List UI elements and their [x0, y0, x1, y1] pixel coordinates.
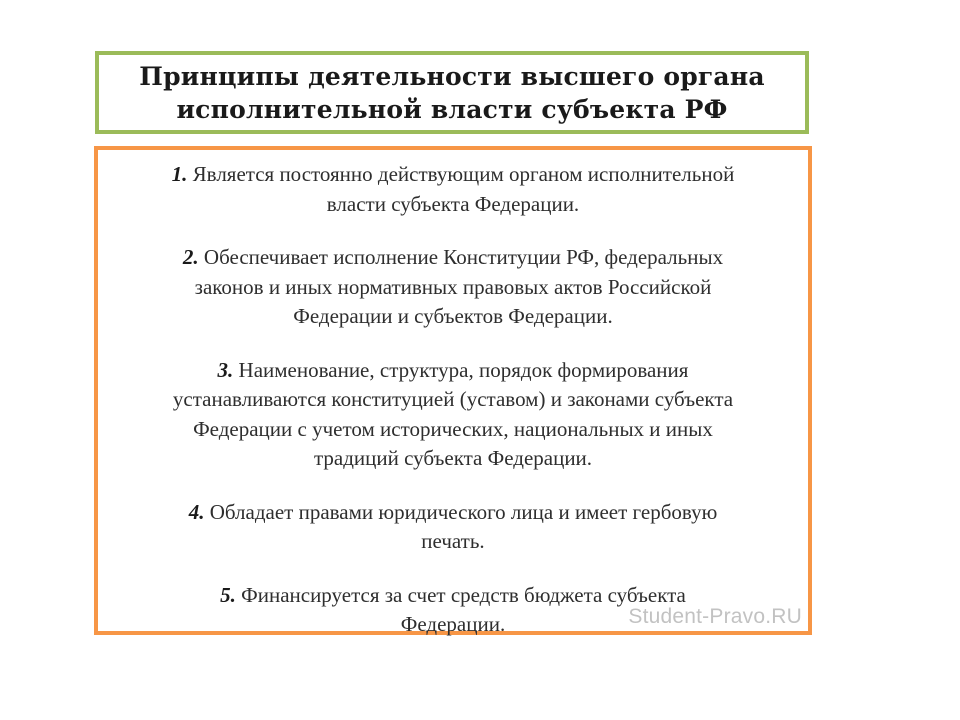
item-text-line: Обладает правами юридического лица и имеет гербовую	[209, 499, 718, 524]
principle-item-3	[114, 356, 792, 474]
item-text-line: Федерации.	[400, 612, 506, 636]
item-text-line: Федерации с учетом исторических, национальных и иных	[193, 416, 713, 441]
item-text-line: Обеспечивает исполнение Конституции РФ, федеральных	[203, 245, 724, 269]
principle-item-1	[114, 160, 792, 219]
item-text-line: Финансируется за счет средств бюджета субъекта	[241, 582, 686, 607]
item-text-line: Является постоянно действующим органом исполнительной	[192, 162, 735, 186]
item-number: 1.	[171, 162, 188, 186]
item-number: 4.	[188, 499, 205, 524]
title-box	[95, 51, 809, 134]
item-number: 3.	[217, 357, 234, 382]
title-line-1: Принципы деятельности высшего органа	[139, 61, 765, 91]
title-line-2: исполнительной власти субъекта РФ	[176, 94, 728, 124]
item-text-line: власти субъекта Федерации.	[326, 191, 580, 216]
item-text-line: Наименование, структура, порядок формирования	[238, 357, 689, 382]
item-number: 2.	[182, 245, 199, 269]
item-text-line: устанавливаются конституцией (уставом) и законами субъекта	[172, 387, 734, 411]
item-text-line: законов и иных нормативных правовых актов Российской	[194, 274, 712, 299]
item-number: 5.	[220, 582, 236, 607]
item-text-line: Федерации и субъектов Федерации.	[293, 304, 613, 328]
principles-box	[94, 146, 812, 635]
principle-item-4	[114, 498, 792, 557]
item-text-line: традиций субъекта Федерации.	[313, 446, 593, 470]
item-text-line: печать.	[421, 529, 485, 553]
watermark: Student-Pravo.RU	[628, 605, 802, 628]
page-title	[139, 60, 764, 126]
principle-item-2	[114, 243, 792, 332]
